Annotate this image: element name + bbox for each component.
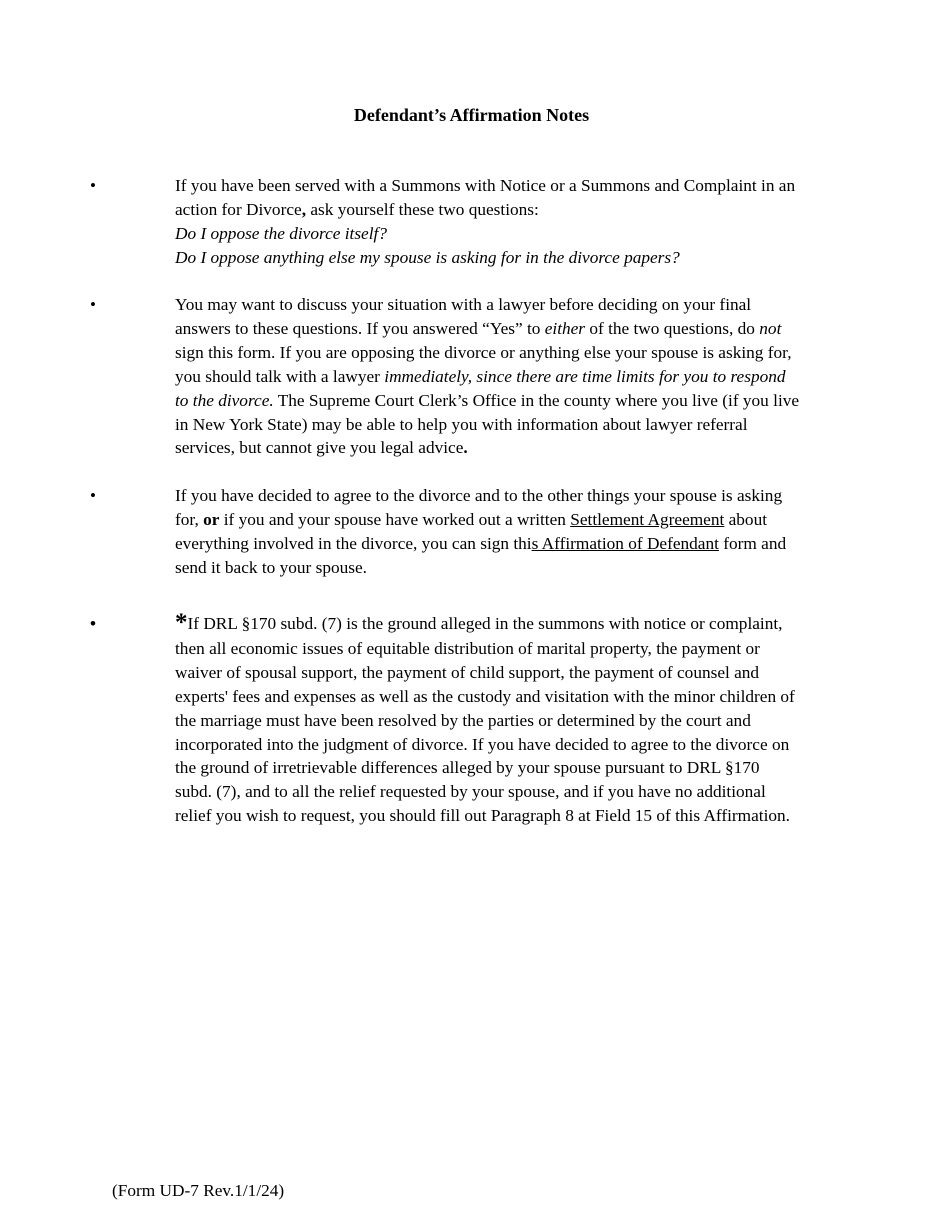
bullet-3: • xyxy=(90,486,96,505)
note-3-line: send it back to your spouse. xyxy=(175,557,367,577)
note-1-text xyxy=(175,174,865,270)
note-2-text xyxy=(175,293,865,460)
note-2-line: you should talk with a lawyer immediately, since there are time limits for you to respond xyxy=(175,366,786,386)
bullet-4: • xyxy=(90,614,96,633)
note-4-text xyxy=(175,609,865,828)
note-4-line: waiver of spousal support, the payment of child support, the payment of counsel and xyxy=(175,662,760,682)
question-1: Do I oppose the divorce itself? xyxy=(175,223,387,243)
note-2-line: to the divorce. The Supreme Court Clerk’s Office in the county where you live (if you live xyxy=(175,390,800,410)
note-4-line: then all economic issues of equitable distribution of marital property, the payment or xyxy=(175,638,760,658)
note-2-line: sign this form. If you are opposing the divorce or anything else your spouse is asking for, xyxy=(175,342,792,362)
note-2-line: services, but cannot give you legal advice. xyxy=(175,438,468,458)
note-3-line: for, or if you and your spouse have worked out a written Settlement Agreement about xyxy=(175,509,768,529)
note-3-line: If you have decided to agree to the divorce and to the other things your spouse is asking xyxy=(175,486,783,505)
note-4-line: *If DRL §170 subd. (7) is the ground alleged in the summons with notice or complaint, xyxy=(175,609,783,636)
note-3-text xyxy=(175,484,865,580)
note-1-line: If you have been served with a Summons with Notice or a Summons and Complaint in an xyxy=(175,176,796,195)
note-4-line: relief you wish to request, you should fill out Paragraph 8 at Field 15 of this Affirmation. xyxy=(175,806,790,826)
asterisk-marker: * xyxy=(175,609,188,636)
affirmation-of-defendant-term: s Affirmation of Defendant xyxy=(531,533,719,553)
note-4-line: subd. (7), and to all the relief requested by your spouse, and if you have no additional xyxy=(175,782,766,802)
note-1-line: action for Divorce, ask yourself these two questions: xyxy=(175,199,539,219)
note-2-line: You may want to discuss your situation with a lawyer before deciding on your final xyxy=(175,295,752,314)
note-3-line: everything involved in the divorce, you can sign this Affirmation of Defendant form and xyxy=(175,533,787,553)
question-2: Do I oppose anything else my spouse is asking for in the divorce papers? xyxy=(175,247,680,267)
bullet-1: • xyxy=(90,176,96,195)
bullet-2: • xyxy=(90,295,96,314)
note-4-line: experts' fees and expenses as well as the custody and visitation with the minor children of xyxy=(175,686,795,706)
note-2-line: answers to these questions. If you answered “Yes” to either of the two questions, do not xyxy=(175,318,782,338)
note-4-line: the ground of irretrievable differences alleged by your spouse pursuant to DRL §170 xyxy=(175,758,760,778)
note-4-line: the marriage must have been resolved by the parties or determined by the court and xyxy=(175,710,751,730)
form-footer: (Form UD-7 Rev.1/1/24) xyxy=(112,1181,285,1200)
settlement-agreement-term: Settlement Agreement xyxy=(570,509,725,529)
page-title: Defendant’s Affirmation Notes xyxy=(353,105,590,125)
note-2-line: in New York State) may be able to help you with information about lawyer referral xyxy=(175,414,748,434)
note-4-line: incorporated into the judgment of divorce. If you have decided to agree to the divorce on xyxy=(175,734,790,754)
